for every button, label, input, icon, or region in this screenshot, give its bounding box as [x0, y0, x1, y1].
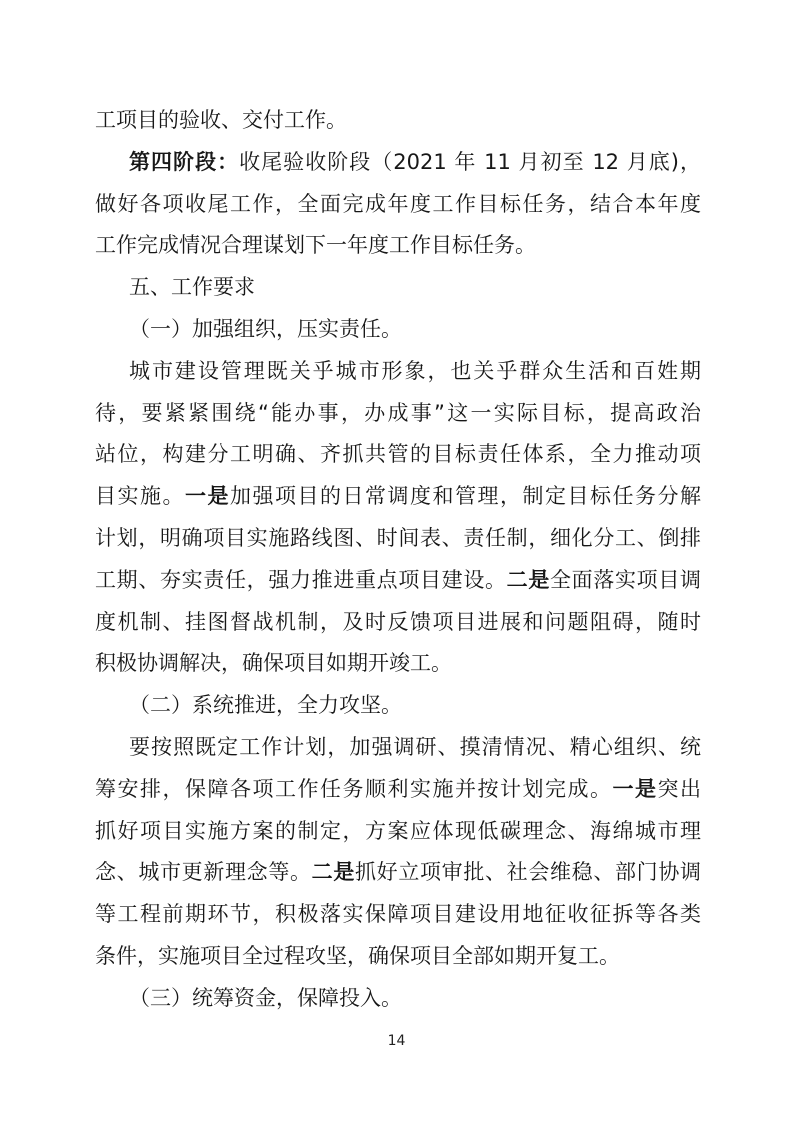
text-segment: 条件，实施项目全过程攻坚，确保项目全部如期开复工。 — [95, 943, 620, 968]
text-segment: 站位，构建分工明确、齐抓共管的目标责任体系，全力推动项 — [95, 442, 701, 467]
text-line — [95, 811, 701, 853]
text-line — [95, 225, 701, 267]
text-line — [95, 769, 701, 811]
section-heading-line — [95, 309, 701, 351]
text-line — [95, 476, 701, 518]
text-segment: 待，要紧紧围绕“能办事，办成事”这一实际目标，提高政治 — [95, 400, 701, 425]
text-segment-bold: 二是 — [506, 567, 551, 592]
text-segment-bold: 一是 — [185, 484, 230, 509]
text-segment: 念、城市更新理念等。 — [95, 860, 312, 885]
section-heading-line — [95, 267, 701, 309]
text-line — [95, 602, 701, 644]
text-segment: 收尾验收阶段（2021 年 11 月初至 12 月底)， — [239, 149, 702, 174]
text-segment-bold: 二是 — [311, 860, 356, 885]
text-segment-bold: 一是 — [612, 776, 658, 801]
text-segment: 抓好立项审批、社会维稳、部门协调 — [355, 860, 702, 885]
text-line — [95, 434, 701, 476]
text-line — [95, 936, 701, 978]
section-heading-line — [95, 978, 701, 1020]
text-segment: 抓好项目实施方案的制定，方案应体现低碳理念、海绵城市理 — [95, 818, 701, 843]
text-segment: 加强项目的日常调度和管理，制定目标任务分解 — [230, 484, 701, 509]
text-segment-bold: 第四阶段： — [129, 149, 240, 174]
text-segment: 全面落实项目调 — [550, 567, 702, 592]
text-line — [95, 351, 701, 393]
text-line — [95, 727, 701, 769]
text-segment: 计划，明确项目实施路线图、时间表、责任制，细化分工、倒排 — [95, 525, 701, 550]
text-line — [95, 184, 701, 226]
text-line — [95, 852, 701, 894]
text-segment: （一）加强组织，压实责任。 — [129, 316, 402, 341]
text-line — [95, 142, 701, 184]
text-line — [95, 643, 701, 685]
section-heading-line — [95, 685, 701, 727]
text-segment: （三）统筹资金，保障投入。 — [129, 985, 402, 1010]
text-segment: 工作完成情况合理谋划下一年度工作目标任务。 — [95, 233, 536, 258]
text-segment: （二）系统推进，全力攻坚。 — [129, 693, 402, 718]
text-line — [95, 894, 701, 936]
text-segment: 五、工作要求 — [129, 275, 255, 300]
text-segment: 等工程前期环节，积极落实保障项目建设用地征收征拆等各类 — [95, 902, 701, 927]
text-segment: 城市建设管理既关乎城市形象，也关乎群众生活和百姓期 — [129, 358, 701, 383]
text-segment: 积极协调解决，确保项目如期开竣工。 — [95, 651, 452, 676]
text-segment: 度机制、挂图督战机制，及时反馈项目进展和问题阻碍，随时 — [95, 609, 701, 634]
text-line — [95, 560, 701, 602]
text-segment: 做好各项收尾工作，全面完成年度工作目标任务，结合本年度 — [95, 191, 701, 216]
text-segment: 工项目的验收、交付工作。 — [95, 108, 347, 132]
text-line — [95, 393, 701, 435]
text-segment: 筹安排，保障各项工作任务顺利实施并按计划完成。 — [95, 776, 613, 801]
text-segment: 工期、夯实责任，强力推进重点项目建设。 — [95, 567, 507, 592]
text-line — [95, 100, 701, 142]
text-segment: 要按照既定工作计划，加强调研、摸清情况、精心组织、统 — [129, 734, 701, 759]
page-number: 14 — [387, 1033, 406, 1049]
text-segment: 目实施。 — [95, 484, 185, 509]
text-segment: 突出 — [657, 776, 701, 801]
text-line — [95, 518, 701, 560]
document-text-block — [95, 100, 701, 1020]
